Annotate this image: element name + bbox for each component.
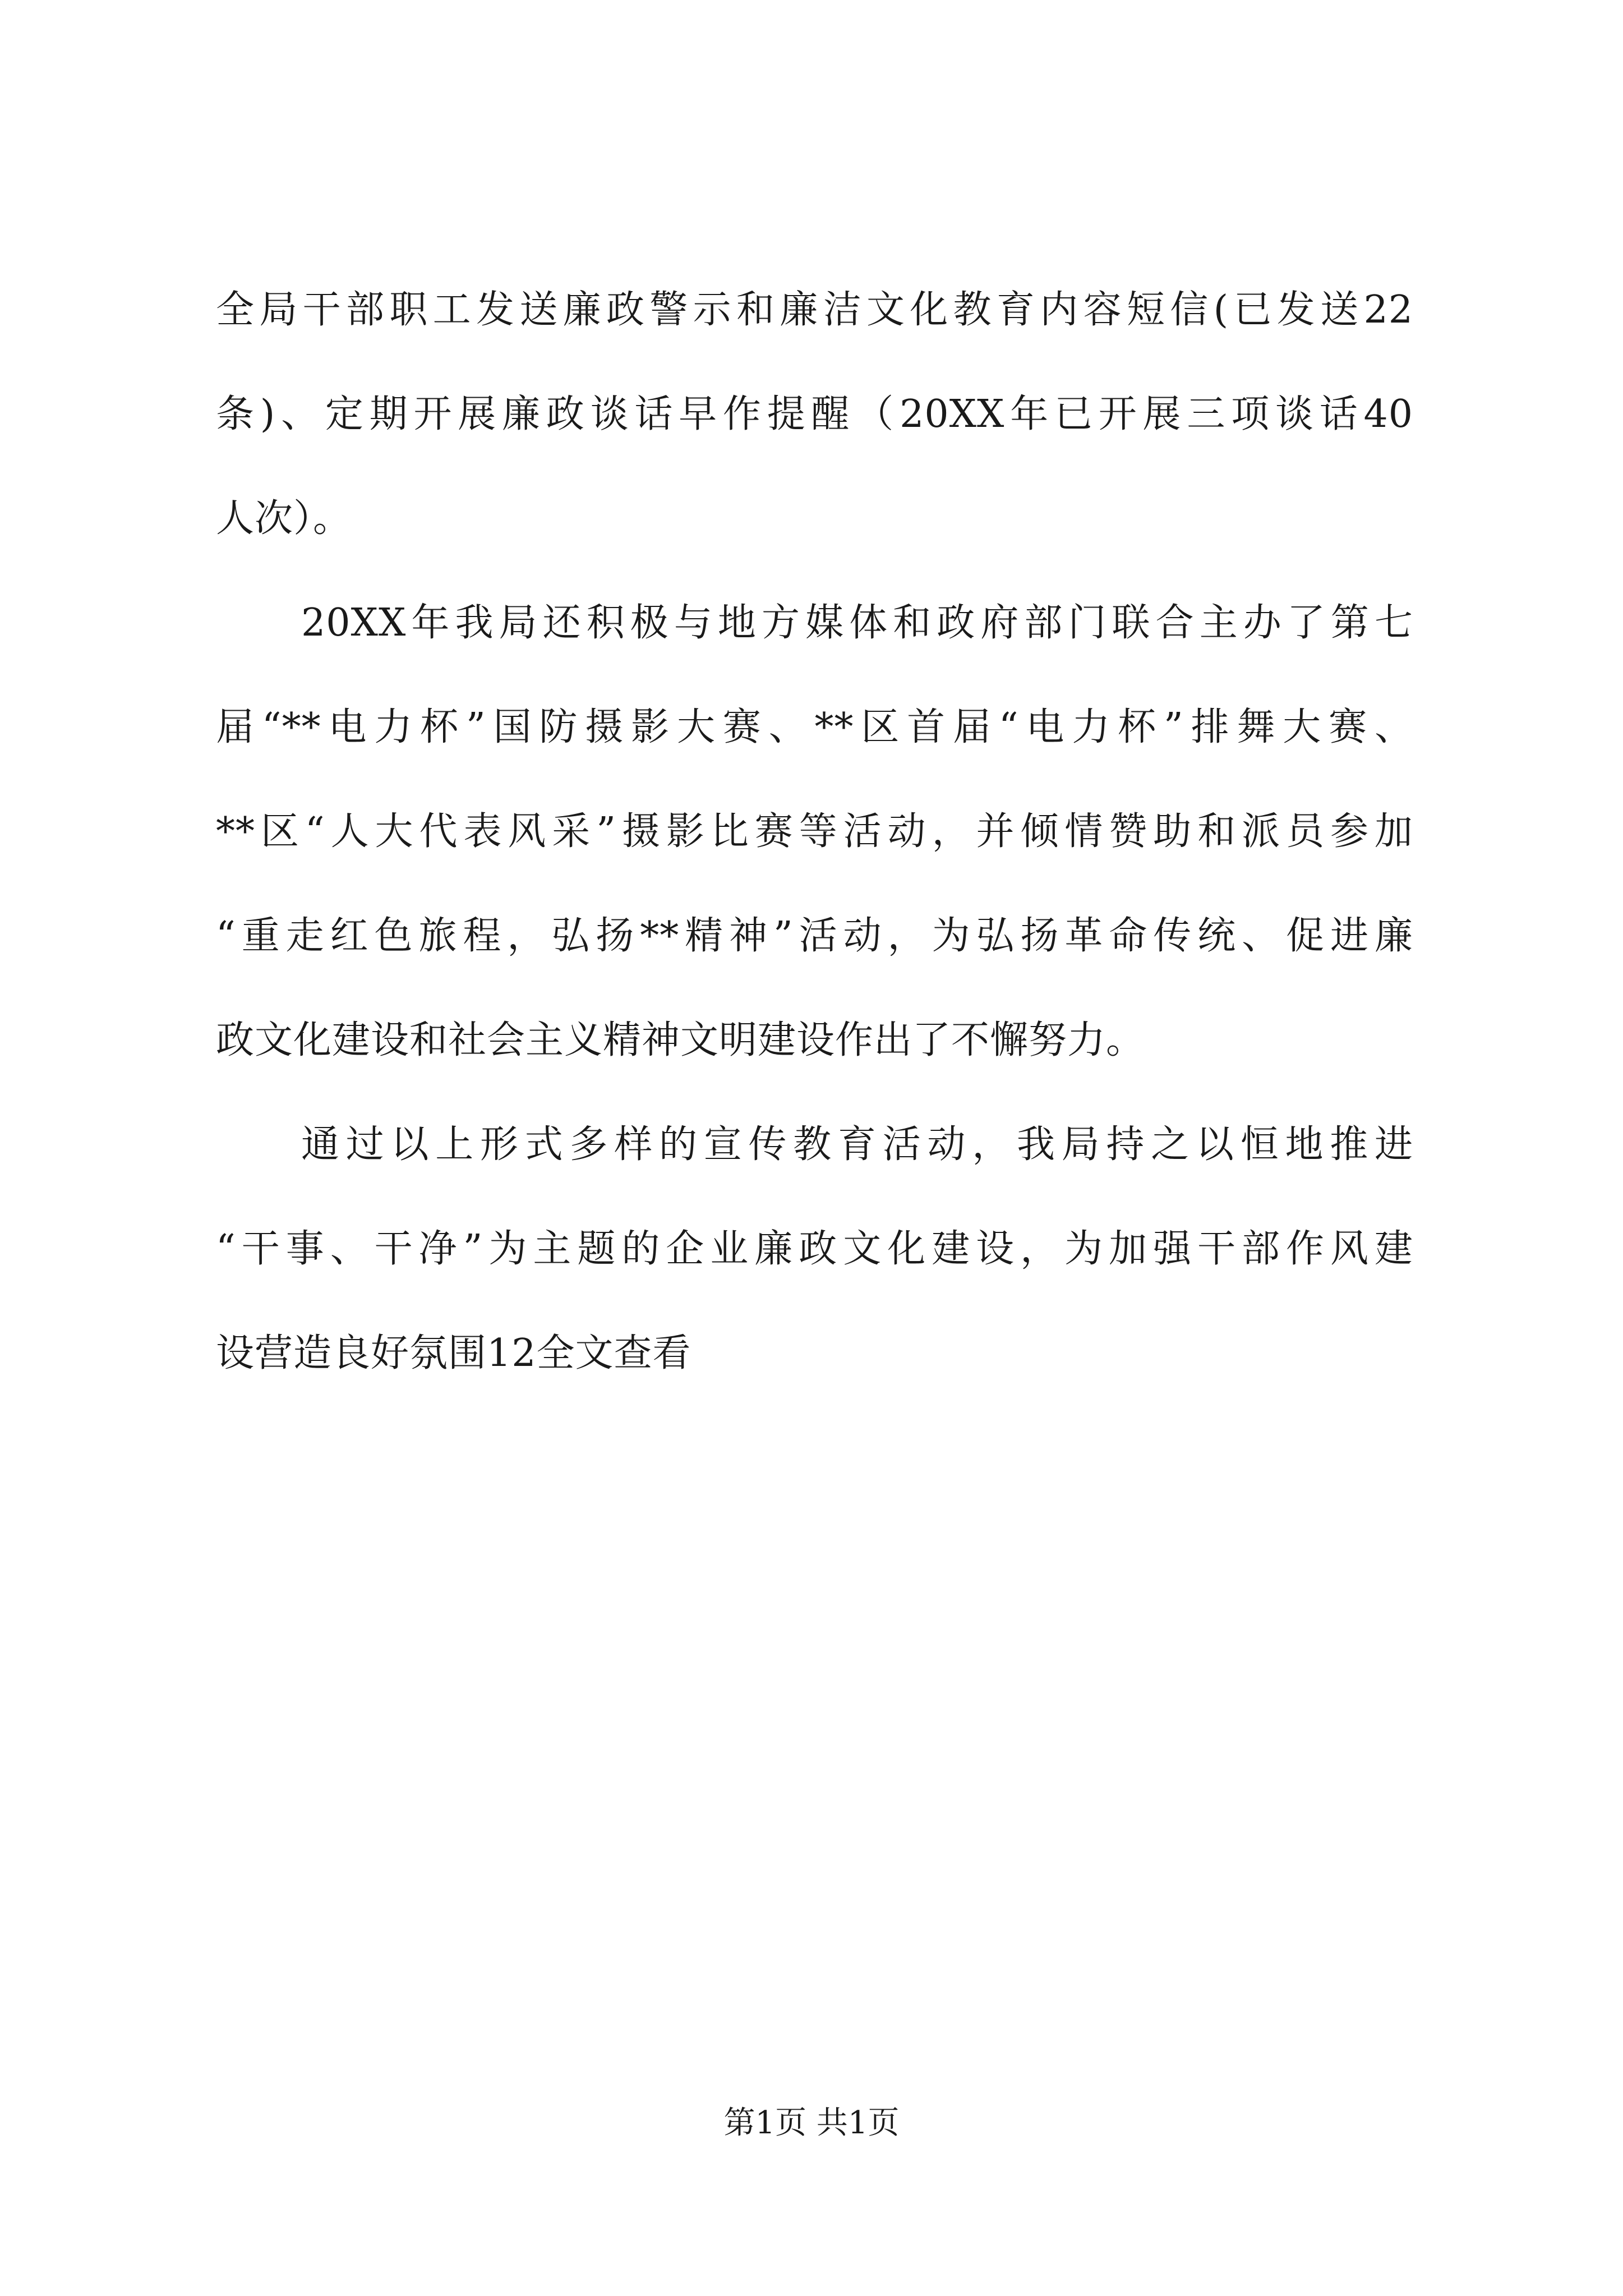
paragraph-2 — [216, 571, 1413, 1093]
paragraph-1 — [216, 258, 1413, 571]
paragraph-line: 人次）。 — [216, 496, 352, 541]
paragraph-line: 通过以上形式多样的宣传教育活动，我局持之以恒地推进 — [301, 1122, 1413, 1167]
paragraph-line: **区“人大代表风采”摄影比赛等活动，并倾情赞助和派员参加 — [216, 809, 1413, 854]
paragraph-line: 20XX年我局还积极与地方媒体和政府部门联合主办了第七 — [301, 601, 1413, 645]
paragraph-3 — [216, 1093, 1413, 1406]
document-body — [216, 258, 1413, 1406]
paragraph-line: 政文化建设和社会主义精神文明建设作出了不懈努力。 — [216, 1018, 1145, 1062]
paragraph-line: “干事、干净”为主题的企业廉政文化建设，为加强干部作风建 — [216, 1227, 1413, 1271]
paragraph-line: “重走红色旅程，弘扬**精神”活动，为弘扬革命传统、促进廉 — [216, 914, 1413, 958]
page-number-footer: 第1页 共1页 — [723, 2105, 900, 2141]
paragraph-line: 设营造良好氛围12全文查看 — [216, 1331, 691, 1375]
paragraph-line: 届“**电力杯”国防摄影大赛、**区首届“电力杯”排舞大赛、 — [216, 705, 1413, 749]
paragraph-line: 条)、定期开展廉政谈话早作提醒（20XX年已开展三项谈话40 — [216, 392, 1413, 436]
paragraph-line: 全局干部职工发送廉政警示和廉洁文化教育内容短信(已发送22 — [216, 288, 1413, 332]
